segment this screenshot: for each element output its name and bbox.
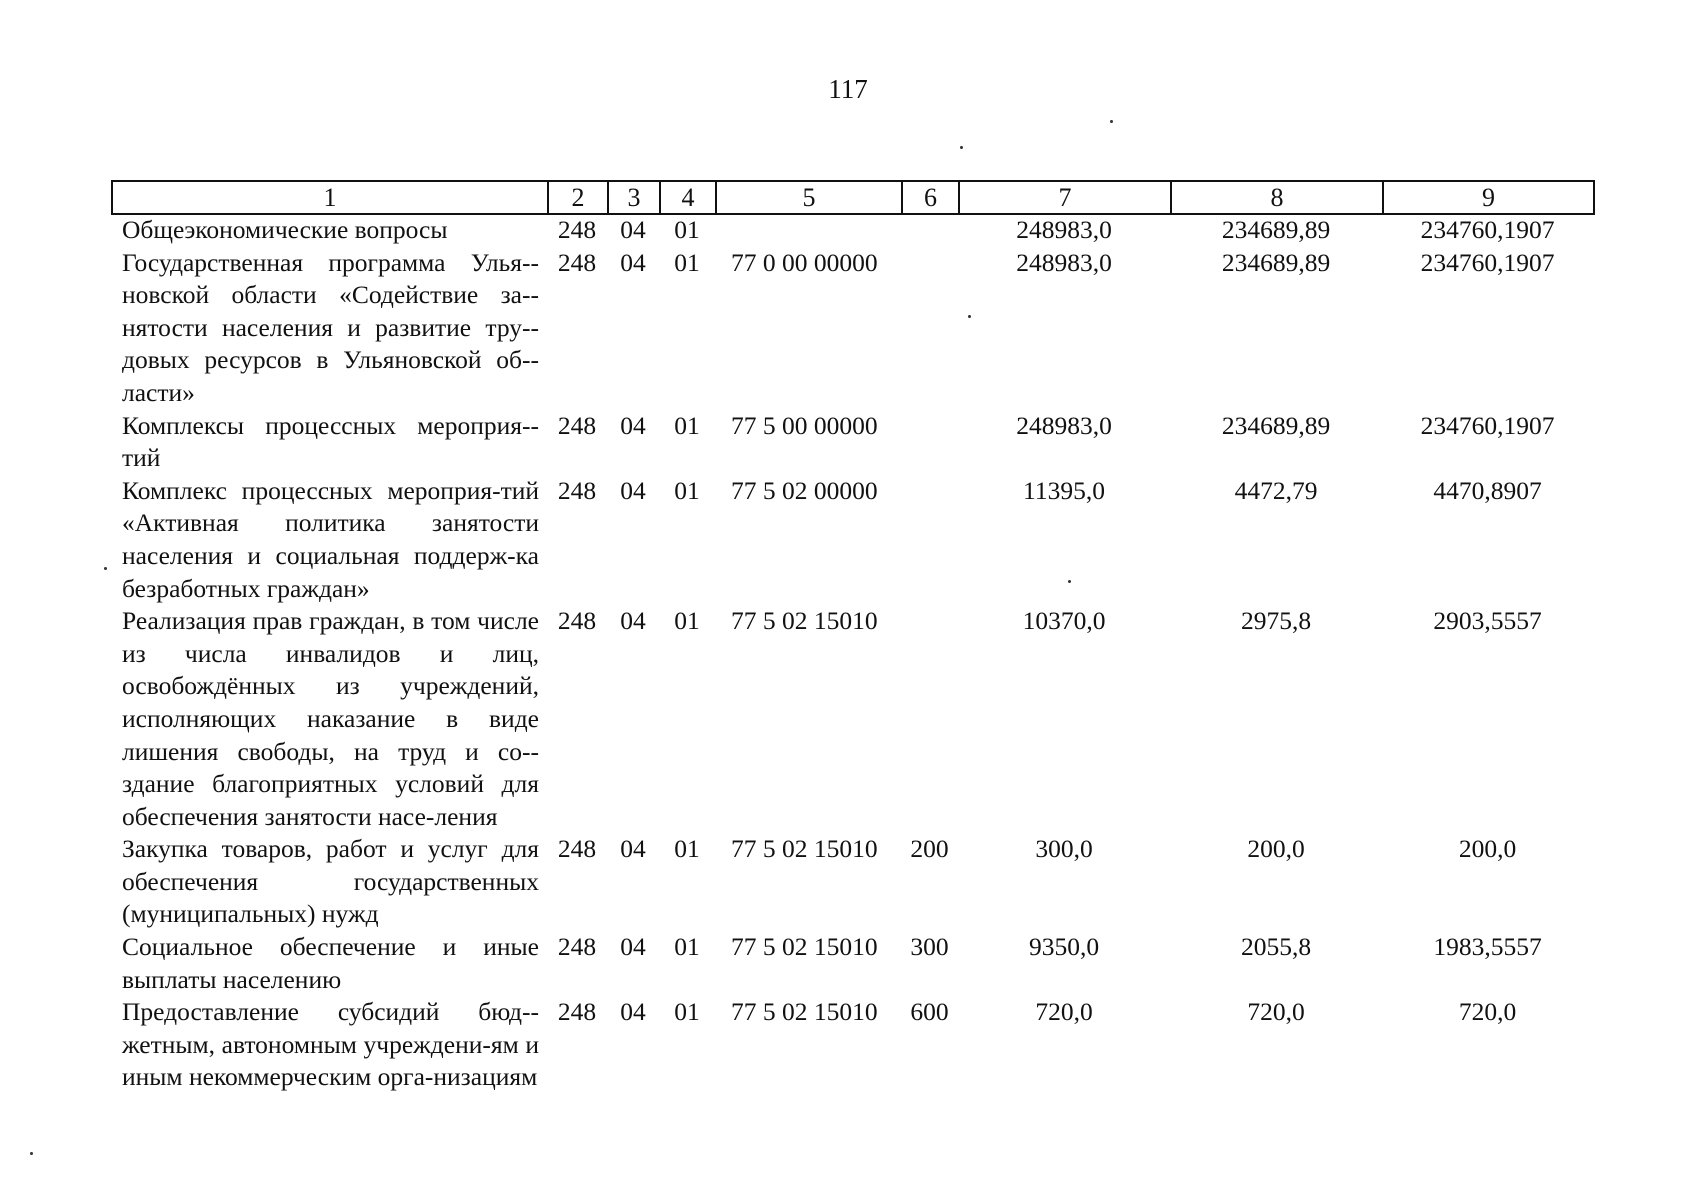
amount-col-8: 720,0 bbox=[1247, 997, 1305, 1027]
amount-col-7: 248983,0 bbox=[1016, 247, 1112, 277]
table-row bbox=[111, 475, 1593, 605]
page-number: 117 bbox=[828, 74, 868, 104]
expense-type-code: 200 bbox=[910, 834, 949, 864]
amount-col-9: 234760,1907 bbox=[1420, 215, 1555, 244]
ministry-code: 248 bbox=[557, 997, 597, 1027]
header-cell: 6 bbox=[902, 181, 959, 214]
amount-col-8: 4472,79 bbox=[1234, 475, 1318, 505]
scan-speck bbox=[30, 1152, 33, 1155]
table-row bbox=[111, 247, 1593, 410]
amount-col-9: 4470,8907 bbox=[1433, 475, 1542, 505]
amount-col-9: 2903,5557 bbox=[1433, 606, 1542, 636]
subsection-code: 01 bbox=[674, 997, 700, 1027]
header-cell: 8 bbox=[1171, 181, 1383, 214]
target-article-code: 77 5 02 00000 bbox=[731, 475, 878, 505]
subsection-code: 01 bbox=[674, 215, 700, 244]
budget-table bbox=[111, 214, 1593, 1094]
amount-col-7: 9350,0 bbox=[1028, 932, 1100, 962]
target-article-code: 77 5 02 15010 bbox=[731, 932, 878, 962]
amount-col-7: 720,0 bbox=[1035, 997, 1093, 1027]
row-name: Государственная программа Улья-новской области «Содействие за-нятости населения и развитие тру-довых ресурсов в Ульяновской об-ласти» bbox=[122, 247, 539, 407]
ministry-code: 248 bbox=[557, 834, 597, 864]
amount-col-7: 10370,0 bbox=[1022, 606, 1106, 636]
expense-type-code bbox=[901, 410, 958, 475]
amount-col-9: 200,0 bbox=[1458, 834, 1517, 864]
target-article-code: 77 5 02 15010 bbox=[731, 606, 878, 636]
table-row bbox=[111, 833, 1593, 931]
amount-col-7: 300,0 bbox=[1035, 834, 1093, 864]
row-name: Социальное обеспечение и иные выплаты населению bbox=[122, 932, 539, 994]
header-cell: 7 bbox=[959, 181, 1171, 214]
amount-col-9: 1983,5557 bbox=[1433, 932, 1542, 962]
amount-col-8: 234689,89 bbox=[1221, 247, 1331, 277]
expense-type-code: 300 bbox=[910, 932, 949, 962]
amount-col-9: 234760,1907 bbox=[1420, 410, 1555, 440]
row-name: Комплексы процессных мероприя-тий bbox=[122, 410, 539, 473]
subsection-code: 01 bbox=[674, 932, 700, 962]
section-code: 04 bbox=[620, 410, 646, 440]
amount-col-7: 11395,0 bbox=[1023, 475, 1105, 505]
amount-col-9: 720,0 bbox=[1458, 997, 1517, 1027]
row-name: Комплекс процессных мероприя-тий «Активная политика занятости населения и социальная поддерж-ка безработных граждан» bbox=[122, 475, 539, 603]
row-name: Реализация прав граждан, в том числе из числа инвалидов и лиц, освобождённых из учреждений, исполняющих наказание в виде лишения свободы, на труд и со-здание благоприятных условий для обеспечения занятости насе-ления bbox=[122, 606, 539, 831]
subsection-code: 01 bbox=[674, 475, 700, 505]
section-code: 04 bbox=[620, 247, 646, 277]
row-name: Предоставление субсидий бюд-жетным, автономным учреждени-ям и иным некоммерческим орга-низациям bbox=[122, 997, 539, 1092]
amount-col-9: 234760,1907 bbox=[1420, 247, 1555, 277]
ministry-code: 248 bbox=[557, 410, 597, 440]
subsection-code: 01 bbox=[674, 410, 700, 440]
row-name: Закупка товаров, работ и услуг для обеспечения государственных (муниципальных) нужд bbox=[122, 834, 539, 929]
amount-col-8: 234689,89 bbox=[1221, 215, 1331, 244]
target-article-code: 77 5 00 00000 bbox=[731, 410, 878, 440]
target-article-code: 77 0 00 00000 bbox=[731, 247, 878, 277]
subsection-code: 01 bbox=[674, 606, 700, 636]
scan-speck bbox=[1110, 120, 1113, 123]
section-code: 04 bbox=[620, 215, 646, 244]
amount-col-8: 200,0 bbox=[1247, 834, 1305, 864]
expense-type-code: 600 bbox=[910, 997, 949, 1027]
header-row bbox=[112, 181, 1594, 214]
table-row bbox=[111, 996, 1593, 1094]
header-cell: 2 bbox=[548, 181, 608, 214]
target-article-code: 77 5 02 15010 bbox=[731, 997, 878, 1027]
amount-col-8: 234689,89 bbox=[1221, 410, 1331, 440]
target-article-code: 77 5 02 15010 bbox=[731, 834, 878, 864]
ministry-code: 248 bbox=[557, 215, 597, 244]
ministry-code: 248 bbox=[557, 247, 597, 277]
table-row bbox=[111, 605, 1593, 833]
target-article-code bbox=[715, 214, 901, 247]
header-cell: 9 bbox=[1383, 181, 1594, 214]
amount-col-7: 248983,0 bbox=[1016, 410, 1112, 440]
amount-col-8: 2055,8 bbox=[1240, 932, 1312, 962]
subsection-code: 01 bbox=[674, 834, 700, 864]
scan-speck bbox=[104, 567, 107, 570]
column-number-header bbox=[111, 180, 1595, 215]
scan-speck bbox=[968, 315, 971, 318]
amount-col-8: 2975,8 bbox=[1240, 606, 1312, 636]
ministry-code: 248 bbox=[557, 606, 597, 636]
scan-speck bbox=[960, 146, 963, 149]
section-code: 04 bbox=[620, 932, 646, 962]
expense-type-code bbox=[901, 475, 958, 605]
ministry-code: 248 bbox=[557, 932, 597, 962]
section-code: 04 bbox=[620, 606, 646, 636]
subsection-code: 01 bbox=[674, 247, 700, 277]
expense-type-code bbox=[901, 214, 958, 247]
section-code: 04 bbox=[620, 475, 646, 505]
section-code: 04 bbox=[620, 997, 646, 1027]
table-row bbox=[111, 214, 1593, 247]
section-code: 04 bbox=[620, 834, 646, 864]
table-row bbox=[111, 410, 1593, 475]
ministry-code: 248 bbox=[557, 475, 597, 505]
expense-type-code bbox=[901, 605, 958, 833]
scan-speck bbox=[1068, 580, 1071, 583]
header-cell: 5 bbox=[716, 181, 902, 214]
header-cell: 3 bbox=[608, 181, 660, 214]
row-name: Общеэкономические вопросы bbox=[122, 215, 448, 244]
expense-type-code bbox=[901, 247, 958, 410]
header-cell: 4 bbox=[660, 181, 716, 214]
header-cell: 1 bbox=[112, 181, 548, 214]
table-row bbox=[111, 931, 1593, 996]
amount-col-7: 248983,0 bbox=[1016, 215, 1112, 244]
